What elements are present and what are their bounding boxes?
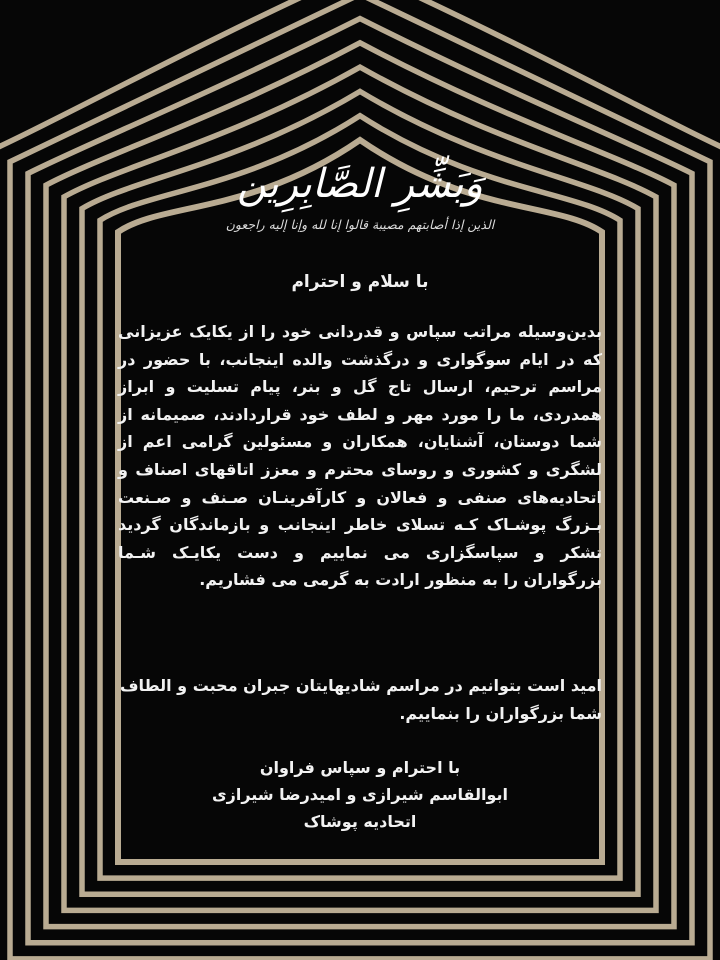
quran-verse: الذین إذا أصابتهم مصیبة قالوا إنا لله وإنا إلیه راجعون	[225, 217, 495, 232]
greeting: با سلام و احترام	[291, 272, 429, 292]
card-content	[118, 150, 602, 860]
closing-line: با احترام و سپاس فراوان	[259, 758, 461, 777]
signature-block	[118, 754, 602, 835]
calligraphy-title: وَبَشِّرِ الصَّابِرِين	[237, 161, 483, 207]
wish-paragraph: امید است بتوانیم در مراسم شادیهایتان جبران محبت و الطاف شما بزرگواران را بنماییم.	[119, 676, 602, 723]
signatory-names: ابوالقاسم شیرازی و امیدرضا شیرازی	[211, 785, 509, 804]
organization-name: اتحادیه پوشاک	[303, 812, 417, 831]
body-paragraph: بدین‌وسیله مراتب سپاس و قدردانی خود را از یکایک عزیزانی که در ایام سوگواری و درگذشت والده اینجانب، با حضور در مراسم ترحیم، ارسال تاج گل و بنر، پیام تسلیت و ابراز همدردی، ما را مورد مهر و لطف خود قراردادند، صمیمانه از شما دوستان، آشنایان، همکاران و مسئولین گرامی اعم از لشگری و کشوری و روسای محترم و معزز اتاقهای اصناف و اتحادیه‌های صنفی و فعالان و کارآفرینـان صـنف و صـنعت بـزرگ پوشـاک کـه تسلای خاطر اینجانب و بازماندگان گردید تشکر و سپاسگزاری می نماییم و دست یکایـک شـما بزرگواران را به منظور ارادت به گرمی می فشاریم.	[118, 322, 602, 590]
